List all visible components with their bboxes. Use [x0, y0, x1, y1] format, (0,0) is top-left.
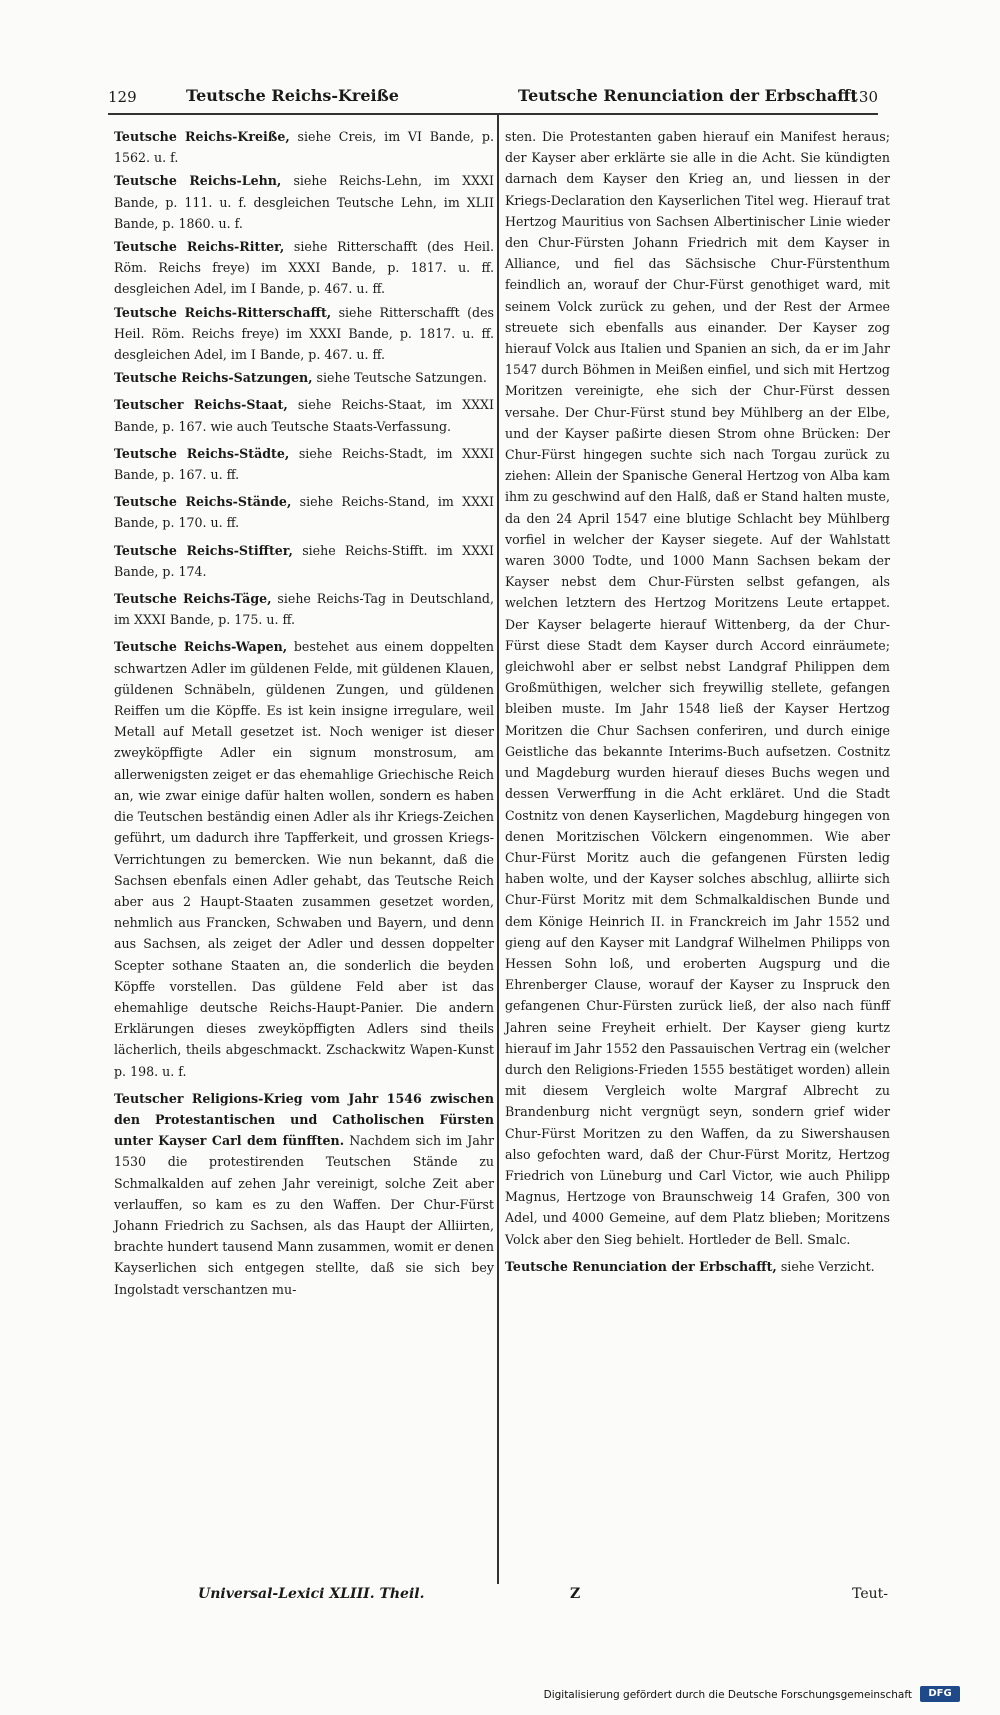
- entry-head: Teutsche Reichs-Täge,: [114, 591, 272, 607]
- page-footer: [198, 1586, 888, 1610]
- entry: [505, 1256, 890, 1277]
- entry-head: Teutsche Renunciation der Erbschafft,: [505, 1258, 777, 1274]
- entry-head: Teutsche Reichs-Stände,: [114, 494, 292, 510]
- entry-head: Teutsche Reichs-Kreiße,: [114, 129, 290, 144]
- running-header: [108, 86, 878, 112]
- entry-text: siehe Reichs-Stand, im XXXI Bande, p. 170. u. ff.: [114, 494, 494, 531]
- right-column: [505, 126, 890, 1279]
- catchword: Teut-: [852, 1586, 888, 1602]
- entry-text: siehe Reichs-Staat, im XXXI Bande, p. 167. wie auch Teutsche Staats-Verfassung.: [114, 397, 494, 434]
- entry: [114, 302, 494, 366]
- entry: [114, 236, 494, 300]
- entry: [114, 126, 494, 168]
- entry-head: Teutsche Reichs-Satzungen,: [114, 370, 313, 386]
- entry: [114, 394, 494, 436]
- left-page-number: 129: [108, 88, 137, 106]
- credit-text: Digitalisierung gefördert durch die Deutsche Forschungsgemeinschaft: [543, 1689, 912, 1701]
- entry: [505, 126, 890, 1250]
- entry-head: Teutscher Religions-Krieg vom Jahr 1546 zwischen den Protestantischen und Catholischen Fürsten unter Kayser Carl dem fünfften.: [114, 1090, 494, 1149]
- signature-line: Universal-Lexici XLIII. Theil.: [198, 1586, 425, 1602]
- entry-text: siehe Ritterschafft (des Heil. Röm. Reichs freye) im XXXI Bande, p. 1817. u. ff. desgleichen Adel, im I Bande, p. 467. u. ff.: [114, 304, 494, 363]
- entry: [114, 170, 494, 234]
- right-running-title: Teutsche Renunciation der Erbschafft: [518, 86, 858, 105]
- entry: [114, 367, 494, 388]
- entry-text: siehe Ritterschafft (des Heil. Röm. Reichs freye) im XXXI Bande, p. 1817. u. ff. desgleichen Adel, im I Bande, p. 467. u. ff.: [114, 239, 494, 297]
- column-divider: [497, 114, 499, 1584]
- entry-head: Teutscher Reichs-Staat,: [114, 397, 288, 413]
- entry-head: Teutsche Reichs-Städte,: [114, 445, 290, 461]
- entry: [114, 636, 494, 1081]
- entry: [114, 443, 494, 485]
- entry-text: siehe Reichs-Stadt, im XXXI Bande, p. 167. u. ff.: [114, 445, 494, 483]
- entry-head: Teutsche Reichs-Stiffter,: [114, 542, 293, 558]
- entry-text: siehe Creis, im VI Bande, p. 1562. u. f.: [114, 129, 494, 166]
- entry: [114, 588, 494, 630]
- entry: [114, 491, 494, 533]
- dfg-logo[interactable]: DFG: [920, 1686, 960, 1702]
- entry-text: bestehet aus einem doppelten schwartzen Adler im güldenen Felde, mit güldenen Klauen, güldenen Schnäbeln, güldenen Zungen, und güldenen Reiffen um die Köpffe. Es ist kein insigne irregulare, weil Metall auf Metall gesetzet ist. Noch weniger ist dieser zweyköpffigte Adler ein signum monstrosum, am allerwenigsten zeiget er das ehemahlige Griechische Reich an, wie zwar einige dafür halten wollen, sondern es haben die Teutschen beständig einen Adler als ihr Kriegs-Zeichen geführt, um dadurch ihre Tapfferkeit, und grossen Kriegs-Verrichtungen zu bemercken. Wie nun bekannt, daß die Sachsen ebenfals einen Adler gehabt, das Teutsche Reich aber aus 2 Haupt-Staaten zusammen gesetzet worden, nehmlich aus Francken, Schwaben und Bayern, und denn aus Sachsen, als zeiget der Adler und dessen doppelter Scepter sothane Staaten an, die sonderlich die beyden Köpffe vorstellen. Das güldene Feld aber ist das ehemahlige deutsche Reichs-Haupt-Panier. Die andern Erklärungen dieses zweyköpffigten Adlers sind theils lächerlich, theils abgeschmackt. Zschackwitz Wapen-Kunst p. 198. u. f.: [114, 639, 494, 1079]
- entry-text: siehe Verzicht.: [780, 1258, 875, 1274]
- entry-head: Teutsche Reichs-Ritterschafft,: [114, 304, 332, 320]
- entry-text: sten. Die Protestanten gaben hierauf ein Manifest heraus; der Kayser aber erklärte sie alle in die Acht. Sie kündigten darnach dem Kayser den Krieg an, und liessen in der Kriegs-Declaration den Kayserlichen Titel weg. Hierauf trat Hertzog Mauritius von Sachsen Albertinischer Linie wieder den Chur-Fürsten Johann Friedrich mit dem Kayser in Alliance, und fiel das Sächsische Chur-Fürstenthum feindlich an, worauf der Chur-Fürst genothiget ward, mit seinem Volck zurück zu gehen, und der Rest der Armee streuete sich ebenfalls aus einander. Der Kayser zog hierauf Volck aus Italien und Spanien an sich, da er im Jahr 1547 durch Böhmen in Meißen einfiel, und sich mit Hertzog Moritzen vereinigte, ehe sich der Chur-Fürst dessen versahe. Der Chur-Fürst stund bey Mühlberg an der Elbe, und der Kayser paßirte diesen Strom ohne Brücken: Der Chur-Fürst hingegen suchte sich nach Torgau zurück zu ziehen: Allein der Spanische General Hertzog von Alba kam ihm zu geschwind auf den Halß, daß er Stand halten muste, da den 24 April 1547 eine blutige Schlacht bey Mühlberg vorfiel in welcher der Kayser siegete. Auf der Wahlstatt waren 3000 Todte, und 1000 Mann Sachsen bekam der Kayser nebst dem Chur-Fürsten selbst gefangen, als welchen letztern des Hertzog Moritzens Leute ertappet. Der Kayser belagerte hierauf Wittenberg, da der Chur-Fürst diese Stadt dem Kayser durch Accord einräumete; gleichwohl aber er selbst nebst Landgraf Philippen dem Großmüthigen, welcher sich freywillig stellete, gefangen bleiben muste. Im Jahr 1548 ließ der Kayser Hertzog Moritzen die Chur Sachsen conferiren, und durch einige Geistliche das bekannte Interims-Buch aufsetzen. Costnitz und Magdeburg wurden hierauf dieses Buchs wegen und dessen Verwerffung in die Acht erkläret. Und die Stadt Costnitz von denen Kayserlichen, Magdeburg hingegen von denen Moritzischen Völckern eingenommen. Wie aber Chur-Fürst Moritz auch die gefangenen Fürsten ledig haben wolte, und der Kayser solches abschlug, alliirte sich Chur-Fürst Moritz mit dem Schmalkaldischen Bunde und dem Könige Heinrich II. in Franckreich im Jahr 1552 und gieng auf den Kayser mit Landgraf Wilhelmen Philipps von Hessen Sohn loß, und eroberten Augspurg und die Ehrenberger Clause, worauf der Kayser zu Inspruck den gefangenen Chur-Fürsten zurück ließ, der also nach fünff Jahren seine Freyheit erhielt. Der Kayser gieng kurtz hierauf im Jahr 1552 den Passauischen Vertrag ein (welcher durch den Religions-Frieden 1555 bestätiget worden) allein mit diesem Vergleich wolte Margraf Albrecht zu Brandenburg nicht vergnügt seyn, sondern grief wider Chur-Fürst Moritzen zu den Waffen, da zu Siwershausen also gefochten ward, daß der Chur-Fürst Moritz, Hertzog Friedrich von Lüneburg und Carl Victor, wie auch Philipp Magnus, Hertzoge von Braunschweig 14 Grafen, 300 von Adel, und 4000 Gemeine, auf dem Platz blieben; Moritzens Volck aber den Sieg behielt. Hortleder de Bell. Smalc.: [505, 129, 890, 1247]
- left-running-title: Teutsche Reichs-Kreiße: [186, 86, 399, 105]
- entry-text: Nachdem sich im Jahr 1530 die protestirenden Teutschen Stände zu Schmalkalden auf zehen Jahr vereinigt, solche Zeit aber verlauffen, so kam es zu den Waffen. Der Chur-Fürst Johann Friedrich zu Sachsen, als das Haupt der Alliirten, brachte hundert tausend Mann zusammen, womit er denen Kayserlichen sich entgegen stellte, daß sie sich bey Ingolstadt verschantzen mu-: [114, 1133, 494, 1297]
- header-rule: [108, 113, 878, 115]
- entry-text: siehe Reichs-Stifft. im XXXI Bande, p. 174.: [114, 542, 494, 579]
- entry-head: Teutsche Reichs-Wapen,: [114, 639, 288, 655]
- entry: [114, 540, 494, 582]
- entry-text: siehe Reichs-Tag in Deutschland, im XXXI Bande, p. 175. u. ff.: [114, 591, 494, 628]
- entry: [114, 1088, 494, 1300]
- entry-head: Teutsche Reichs-Ritter,: [114, 239, 285, 255]
- entry-text: siehe Teutsche Satzungen.: [316, 370, 487, 386]
- right-page-number: 130: [849, 88, 878, 106]
- left-column: [114, 126, 494, 1302]
- signature-mark: Z: [570, 1586, 581, 1602]
- digitization-credit: [530, 1686, 960, 1706]
- entry-text: siehe Reichs-Lehn, im XXXI Bande, p. 111. u. f. desgleichen Teutsche Lehn, im XLII Bande, p. 1860. u. f.: [114, 173, 495, 231]
- entry-head: Teutsche Reichs-Lehn,: [114, 173, 282, 189]
